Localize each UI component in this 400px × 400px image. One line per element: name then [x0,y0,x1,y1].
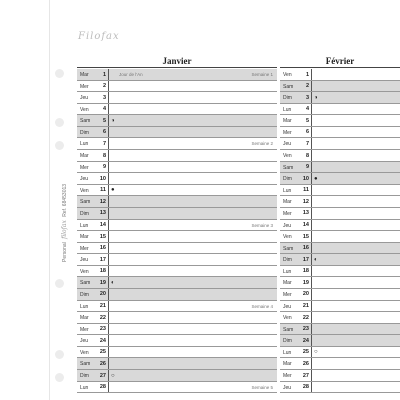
day-number: 3 [102,94,106,101]
weekday-label: Jeu [80,257,89,264]
moon-phase-icon: ○ [111,372,115,379]
day-row[interactable] [280,69,400,81]
day-number: 8 [305,152,309,159]
day-number: 17 [99,256,106,263]
day-row[interactable] [77,277,277,289]
weekday-label: Lun [80,141,89,148]
day-number: 2 [305,83,309,90]
row-divider [108,324,109,335]
day-row[interactable] [280,382,400,394]
row-divider [108,370,109,381]
weekday-label: Lun [283,349,292,356]
weekday-label: Sam [283,164,294,171]
day-number: 18 [302,268,309,275]
moon-phase-icon: ● [314,175,318,182]
day-row[interactable] [280,220,400,232]
weekday-label: Sam [80,361,91,368]
row-divider [108,266,109,277]
day-row[interactable] [280,243,400,255]
day-number: 7 [102,140,106,147]
day-number: 12 [302,198,309,205]
day-row[interactable] [77,335,277,347]
day-number: 16 [99,245,106,252]
row-divider [108,138,109,149]
row-divider [311,92,312,103]
row-divider [311,162,312,173]
row-divider [311,69,312,80]
day-number: 13 [302,210,309,217]
day-row[interactable] [77,243,277,255]
day-row[interactable] [280,115,400,127]
punch-hole [55,69,64,78]
day-number: 14 [99,222,106,229]
january-column [77,69,277,393]
row-divider [311,335,312,346]
day-number: 28 [302,384,309,391]
day-row[interactable] [280,81,400,93]
moon-phase-icon: ○ [314,349,318,356]
moon-phase-icon: ◑ [314,94,318,101]
holiday-label: Jour de l'An [119,72,143,77]
row-divider [108,162,109,173]
day-number: 7 [305,140,309,147]
day-row[interactable] [280,370,400,382]
day-row[interactable] [77,115,277,127]
weekday-label: Ven [283,315,292,322]
day-row[interactable] [77,347,277,359]
day-number: 25 [99,349,106,356]
day-row[interactable] [280,196,400,208]
day-row[interactable] [77,254,277,266]
punch-hole [55,118,64,127]
weekday-label: Dim [80,373,89,380]
day-row[interactable] [77,382,277,394]
day-number: 6 [102,129,106,136]
weekday-label: Dim [80,210,89,217]
weekday-label: Lun [283,187,292,194]
day-row[interactable] [280,254,400,266]
day-number: 4 [305,106,309,113]
row-divider [311,104,312,115]
day-row[interactable] [280,335,400,347]
day-row[interactable] [77,266,277,278]
day-row[interactable] [77,312,277,324]
row-divider [311,301,312,312]
day-number: 15 [99,233,106,240]
day-number: 6 [305,129,309,136]
row-divider [108,208,109,219]
weekday-label: Mar [283,361,292,368]
day-number: 17 [302,256,309,263]
day-row[interactable] [77,301,277,313]
day-number: 19 [99,279,106,286]
brand-logo: Filofax [78,31,120,42]
day-number: 20 [302,291,309,298]
month-title-january: Janvier [77,55,277,68]
weekday-label: Mer [80,245,89,252]
sheet-edge [49,0,50,400]
day-row[interactable] [280,347,400,359]
day-row[interactable] [280,162,400,174]
weekday-label: Mar [283,118,292,125]
day-row[interactable] [280,289,400,301]
weekday-label: Ven [283,234,292,241]
weekday-label: Sam [80,280,91,287]
row-divider [108,81,109,92]
day-number: 21 [302,303,309,310]
weekday-label: Ven [80,106,89,113]
row-divider [108,243,109,254]
weekday-label: Ven [80,268,89,275]
day-row[interactable] [280,92,400,104]
row-divider [108,115,109,126]
weekday-label: Mar [80,153,89,160]
punch-hole [55,141,64,150]
weekday-label: Dim [80,291,89,298]
moon-phase-icon: ◐ [111,279,115,286]
weekday-label: Mar [80,315,89,322]
row-divider [108,335,109,346]
day-number: 11 [303,187,309,194]
day-number: 22 [99,314,106,321]
side-prefix: Personal [62,242,68,262]
day-row[interactable] [280,301,400,313]
day-row[interactable] [77,162,277,174]
day-row[interactable] [77,173,277,185]
side-reference [61,184,68,262]
day-number: 28 [99,384,106,391]
day-row[interactable] [280,312,400,324]
row-divider [108,185,109,196]
weekday-label: Mer [283,291,292,298]
day-number: 26 [99,360,106,367]
day-row[interactable] [280,185,400,197]
weekday-label: Mar [283,280,292,287]
day-row[interactable] [77,81,277,93]
weekday-label: Mer [80,326,89,333]
weekday-label: Ven [283,153,292,160]
row-divider [108,69,109,80]
weekday-label: Jeu [80,95,89,102]
day-row[interactable] [77,69,277,81]
day-row[interactable] [77,358,277,370]
day-number: 19 [302,279,309,286]
row-divider [311,382,312,393]
weekday-label: Mer [80,164,89,171]
day-row[interactable] [77,150,277,162]
row-divider [311,324,312,335]
row-divider [311,138,312,149]
day-row[interactable] [280,127,400,139]
punch-hole [55,373,64,382]
day-number: 16 [302,245,309,252]
day-row[interactable] [280,266,400,278]
day-number: 8 [102,152,106,159]
moon-phase-icon: ◐ [314,256,318,263]
day-number: 9 [305,164,309,171]
day-row[interactable] [280,208,400,220]
february-column [280,69,400,393]
day-row[interactable] [280,324,400,336]
day-number: 1 [305,71,309,78]
punch-hole [55,279,64,288]
day-row[interactable] [77,196,277,208]
weekday-label: Sam [283,83,294,90]
day-row[interactable] [280,277,400,289]
weekday-label: Sam [283,326,294,333]
weekday-label: Sam [80,199,91,206]
day-number: 24 [302,337,309,344]
weekday-label: Lun [80,303,89,310]
day-row[interactable] [280,173,400,185]
day-number: 5 [102,117,106,124]
day-number: 9 [102,164,106,171]
day-number: 12 [99,198,106,205]
day-row[interactable] [77,138,277,150]
day-number: 26 [302,360,309,367]
day-row[interactable] [280,358,400,370]
weekday-label: Dim [80,129,89,136]
day-row[interactable] [77,127,277,139]
weekday-label: Jeu [283,141,292,148]
weekday-label: Mar [283,199,292,206]
day-number: 23 [302,326,309,333]
day-number: 13 [99,210,106,217]
row-divider [108,277,109,288]
day-number: 3 [305,94,309,101]
row-divider [311,312,312,323]
row-divider [311,231,312,242]
row-divider [108,104,109,115]
row-divider [311,358,312,369]
day-number: 14 [302,222,309,229]
day-number: 2 [102,83,106,90]
day-number: 27 [302,372,309,379]
day-row[interactable] [280,104,400,116]
row-divider [311,243,312,254]
day-number: 1 [102,71,106,78]
weekday-label: Ven [80,349,89,356]
week-label: Semaine 5 [251,384,273,390]
row-divider [108,220,109,231]
week-label: Semaine 1 [251,72,273,77]
day-number: 21 [99,303,106,310]
moon-phase-icon: ● [111,187,115,194]
row-divider [311,185,312,196]
day-row[interactable] [77,324,277,336]
day-row[interactable] [280,231,400,243]
day-number: 5 [305,117,309,124]
row-divider [311,173,312,184]
weekday-label: Jeu [80,338,89,345]
day-row[interactable] [280,138,400,150]
weekday-label: Sam [80,118,91,125]
row-divider [108,231,109,242]
row-divider [108,196,109,207]
row-divider [311,254,312,265]
day-number: 4 [102,106,106,113]
row-divider [108,382,109,393]
day-number: 11 [100,187,106,194]
weekday-label: Sam [283,245,294,252]
weekday-label: Mer [283,373,292,380]
row-divider [311,277,312,288]
row-divider [108,312,109,323]
side-brand: filofax [61,220,68,239]
row-divider [311,266,312,277]
day-row[interactable] [77,92,277,104]
day-number: 24 [99,337,106,344]
day-row[interactable] [77,231,277,243]
row-divider [108,92,109,103]
weekday-label: Jeu [283,222,292,229]
row-divider [311,289,312,300]
weekday-label: Lun [283,268,292,275]
day-row[interactable] [77,104,277,116]
day-number: 23 [99,326,106,333]
day-row[interactable] [77,185,277,197]
weekday-label: Ven [80,187,89,194]
day-number: 10 [302,175,309,182]
month-title-february: Février [280,55,400,68]
day-row[interactable] [77,289,277,301]
row-divider [311,220,312,231]
weekday-label: Jeu [80,176,89,183]
weekday-label: Jeu [283,384,292,391]
row-divider [108,254,109,265]
weekday-label: Dim [283,338,292,345]
day-number: 20 [99,291,106,298]
weekday-label: Mar [80,72,89,78]
row-divider [108,358,109,369]
weekday-label: Dim [283,95,292,102]
row-divider [108,173,109,184]
row-divider [108,347,109,358]
row-divider [311,208,312,219]
week-label: Semaine 4 [251,303,273,309]
weekday-label: Dim [283,176,292,183]
week-label: Semaine 2 [251,141,273,147]
day-number: 18 [99,268,106,275]
weekday-label: Mer [283,210,292,217]
weekday-label: Mar [80,234,89,241]
row-divider [108,127,109,138]
day-row[interactable] [77,370,277,382]
day-number: 22 [302,314,309,321]
week-label: Semaine 3 [251,222,273,228]
day-row[interactable] [280,150,400,162]
weekday-label: Lun [80,222,89,229]
row-divider [108,301,109,312]
row-divider [311,196,312,207]
weekday-label: Mer [80,83,89,90]
row-divider [311,115,312,126]
row-divider [108,150,109,161]
row-divider [108,289,109,300]
row-divider [311,81,312,92]
day-number: 10 [99,175,106,182]
row-divider [311,127,312,138]
day-row[interactable] [77,208,277,220]
punch-hole [55,350,64,359]
day-row[interactable] [77,220,277,232]
row-divider [311,347,312,358]
row-divider [311,370,312,381]
weekday-label: Mer [283,129,292,136]
side-ref: Ref. 68453013 [62,183,68,217]
weekday-label: Jeu [283,303,292,310]
moon-phase-icon: ◑ [111,117,115,124]
weekday-label: Dim [283,257,292,264]
day-number: 25 [302,349,309,356]
day-number: 15 [302,233,309,240]
weekday-label: Ven [283,72,292,78]
weekday-label: Lun [283,106,292,113]
weekday-label: Lun [80,384,89,391]
row-divider [311,150,312,161]
day-number: 27 [99,372,106,379]
